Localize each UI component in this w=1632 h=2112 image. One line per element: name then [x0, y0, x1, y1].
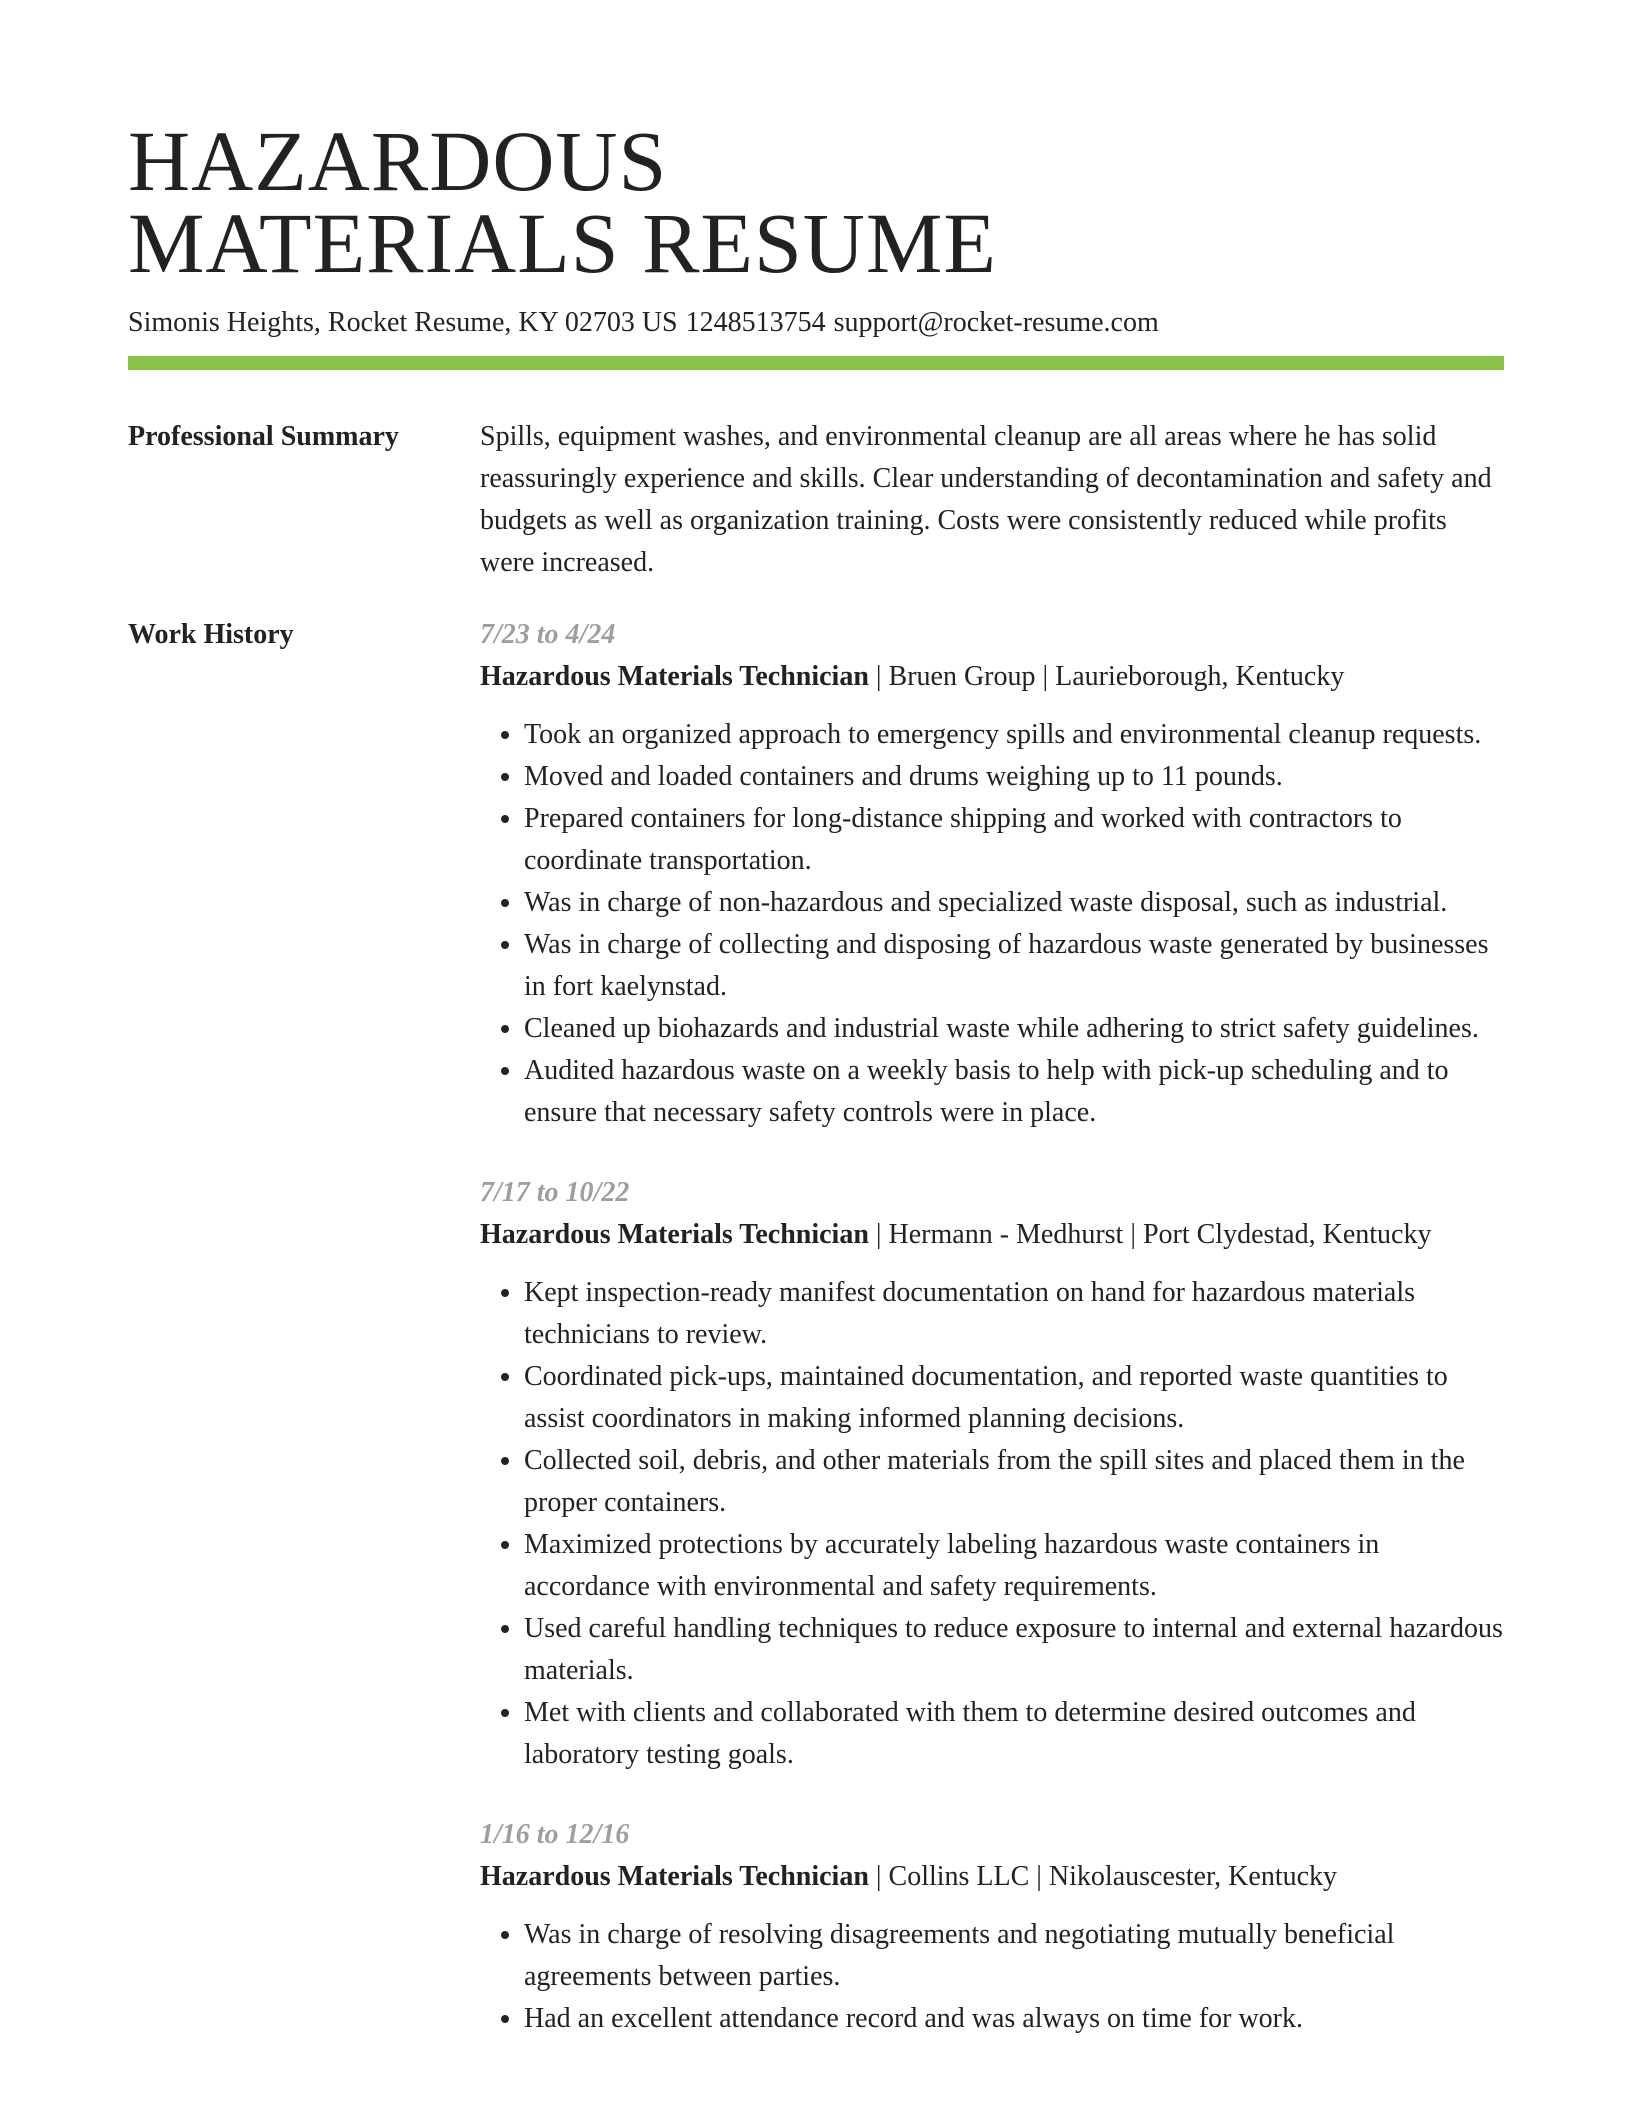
job-details: | Hermann - Medhurst | Port Clydestad, Kentucky — [868, 1219, 1432, 1250]
title-line-1: HAZARDOUS — [128, 113, 668, 209]
job-bullet: • Cleaned up biohazards and industrial waste while adhering to strict safety guidelines. — [524, 1008, 1504, 1050]
job-dates: 7/23 to 4/24 — [480, 619, 616, 650]
job-bullet: • Was in charge of non-hazardous and specialized waste disposal, such as industrial. — [524, 882, 1504, 924]
summary-label: Professional Summary — [128, 421, 399, 452]
job-header — [480, 656, 1504, 698]
job-bullet: • Took an organized approach to emergency spills and environmental cleanup requests. — [524, 714, 1504, 756]
job-bullet: • Was in charge of resolving disagreements and negotiating mutually beneficial agreements between parties. — [524, 1914, 1504, 1998]
job-title: Hazardous Materials Technician — [480, 1219, 869, 1250]
contact-address: Simonis Heights, Rocket Resume, KY 02703 US — [128, 307, 678, 338]
resume-title — [128, 113, 1504, 291]
job-bullet: • Met with clients and collaborated with them to determine desired outcomes and laboratory testing goals. — [524, 1692, 1504, 1776]
resume-page — [128, 113, 1504, 2040]
work-history-body — [480, 614, 1504, 2040]
summary-section — [128, 416, 1504, 584]
job-bullet: • Audited hazardous waste on a weekly basis to help with pick-up scheduling and to ensure that necessary safety controls were in place. — [524, 1050, 1504, 1134]
job-details: | Bruen Group | Laurieborough, Kentucky — [868, 661, 1345, 692]
job-bullet: • Kept inspection-ready manifest documentation on hand for hazardous materials technicians to review. — [524, 1272, 1504, 1356]
job-header — [480, 1856, 1504, 1898]
job-bullet: • Used careful handling techniques to reduce exposure to internal and external hazardous materials. — [524, 1608, 1504, 1692]
work-history-section — [128, 614, 1504, 2040]
job-entry — [480, 1172, 1504, 1776]
job-bullet: • Prepared containers for long-distance shipping and worked with contractors to coordinate transportation. — [524, 798, 1504, 882]
contact-email: support@rocket-resume.com — [833, 307, 1159, 338]
job-bullet: • Collected soil, debris, and other materials from the spill sites and placed them in the proper containers. — [524, 1440, 1504, 1524]
summary-body — [480, 416, 1504, 584]
contact-phone: 1248513754 — [685, 307, 826, 338]
job-entry — [480, 614, 1504, 1134]
job-bullet: • Had an excellent attendance record and was always on time for work. — [524, 1998, 1504, 2040]
job-bullets — [480, 1272, 1504, 1776]
job-bullets — [480, 1914, 1504, 2040]
contact-line — [128, 306, 1504, 340]
job-bullets — [480, 714, 1504, 1134]
job-entry — [480, 1814, 1504, 2040]
job-title: Hazardous Materials Technician — [480, 1861, 869, 1892]
summary-text: Spills, equipment washes, and environmental cleanup are all areas where he has solid reassuringly experience and skills. Clear understanding of decontamination and safety and budgets as well as organization training. Costs were consistently reduced while profits were increased. — [480, 421, 1492, 578]
job-details: | Collins LLC | Nikolauscester, Kentucky — [868, 1861, 1338, 1892]
job-title: Hazardous Materials Technician — [480, 661, 869, 692]
job-bullet: • Coordinated pick-ups, maintained documentation, and reported waste quantities to assist coordinators in making informed planning decisions. — [524, 1356, 1504, 1440]
job-header — [480, 1214, 1504, 1256]
job-bullet: • Moved and loaded containers and drums weighing up to 11 pounds. — [524, 756, 1504, 798]
job-dates: 1/16 to 12/16 — [480, 1819, 630, 1850]
job-bullet: • Maximized protections by accurately labeling hazardous waste containers in accordance with environmental and safety requirements. — [524, 1524, 1504, 1608]
job-dates: 7/17 to 10/22 — [480, 1177, 630, 1208]
title-line-2: MATERIALS RESUME — [128, 195, 997, 291]
job-bullet: • Was in charge of collecting and disposing of hazardous waste generated by businesses in fort kaelynstad. — [524, 924, 1504, 1008]
work-history-label: Work History — [128, 619, 294, 650]
accent-divider — [128, 356, 1504, 370]
